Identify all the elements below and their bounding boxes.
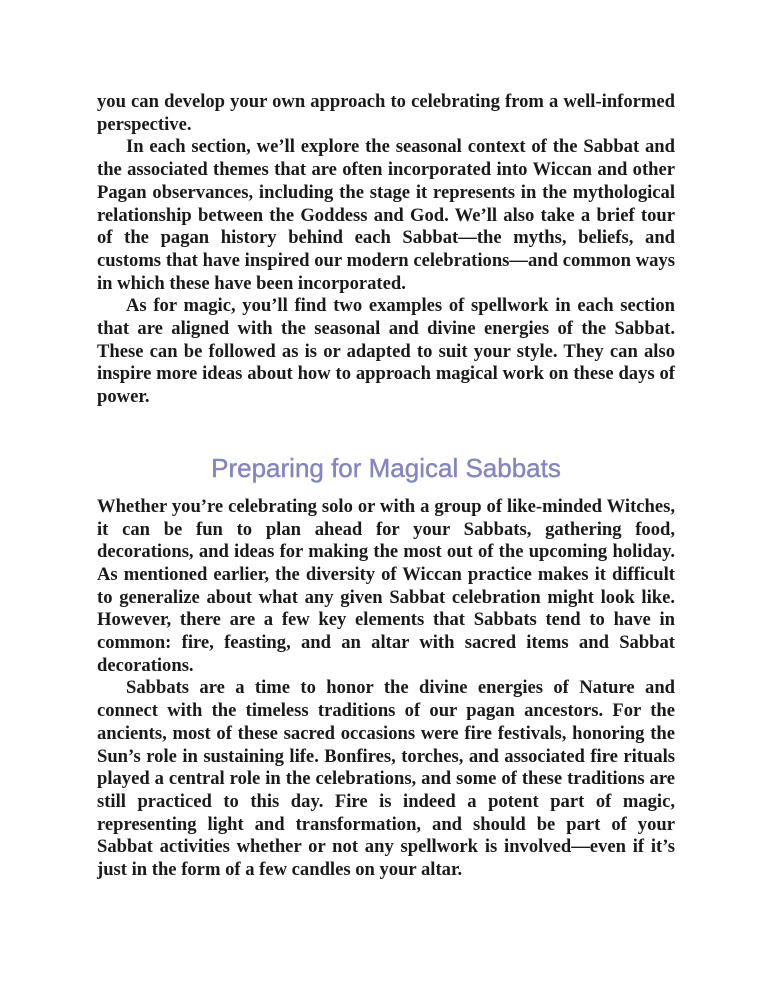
paragraph-continuation: you can develop your own approach to celebrating from a well-informed perspective. bbox=[97, 91, 675, 135]
section-heading: Preparing for Magical Sabbats bbox=[211, 452, 561, 483]
paragraph-section-overview: In each section, we’ll explore the seasonal context of the Sabbat and the associated themes that are often incorporated into Wiccan and other Pagan observances, including the stage it represents in the mythological relationship between the Goddess and God. We’ll also take a brief tour of the pagan history behind each Sabbat—the myths, beliefs, and customs that have inspired our modern celebrations—and common ways in which these have been incorporated. bbox=[97, 136, 675, 294]
page-content bbox=[97, 91, 675, 882]
paragraph-fire-festivals: Sabbats are a time to honor the divine energies of Nature and connect with the timeless traditions of our pagan ancestors. For the ancients, most of these sacred occasions were fire festivals, honoring the Sun’s role in sustaining life. Bonfires, torches, and associated fire rituals played a central role in the celebrations, and some of these traditions are still practiced to this day. Fire is indeed a potent part of magic, representing light and transformation, and should be part of your Sabbat activities whether or not any spellwork is involved—even if it’s just in the form of a few candles on your altar. bbox=[97, 677, 675, 881]
paragraph-magic-overview: As for magic, you’ll find two examples of spellwork in each section that are aligned with the seasonal and divine energies of the Sabbat. These can be followed as is or adapted to suit your style. They can also inspire more ideas about how to approach magical work on these days of power. bbox=[97, 295, 675, 408]
paragraph-planning: Whether you’re celebrating solo or with a group of like-minded Witches, it can be fun to plan ahead for your Sabbats, gathering food, decorations, and ideas for making the most out of the upcoming holiday. As mentioned earlier, the diversity of Wiccan practice makes it difficult to generalize about what any given Sabbat celebration might look like. However, there are a few key elements that Sabbats tend to have in common: fire, feasting, and an altar with sacred items and Sabbat decorations. bbox=[97, 495, 675, 676]
